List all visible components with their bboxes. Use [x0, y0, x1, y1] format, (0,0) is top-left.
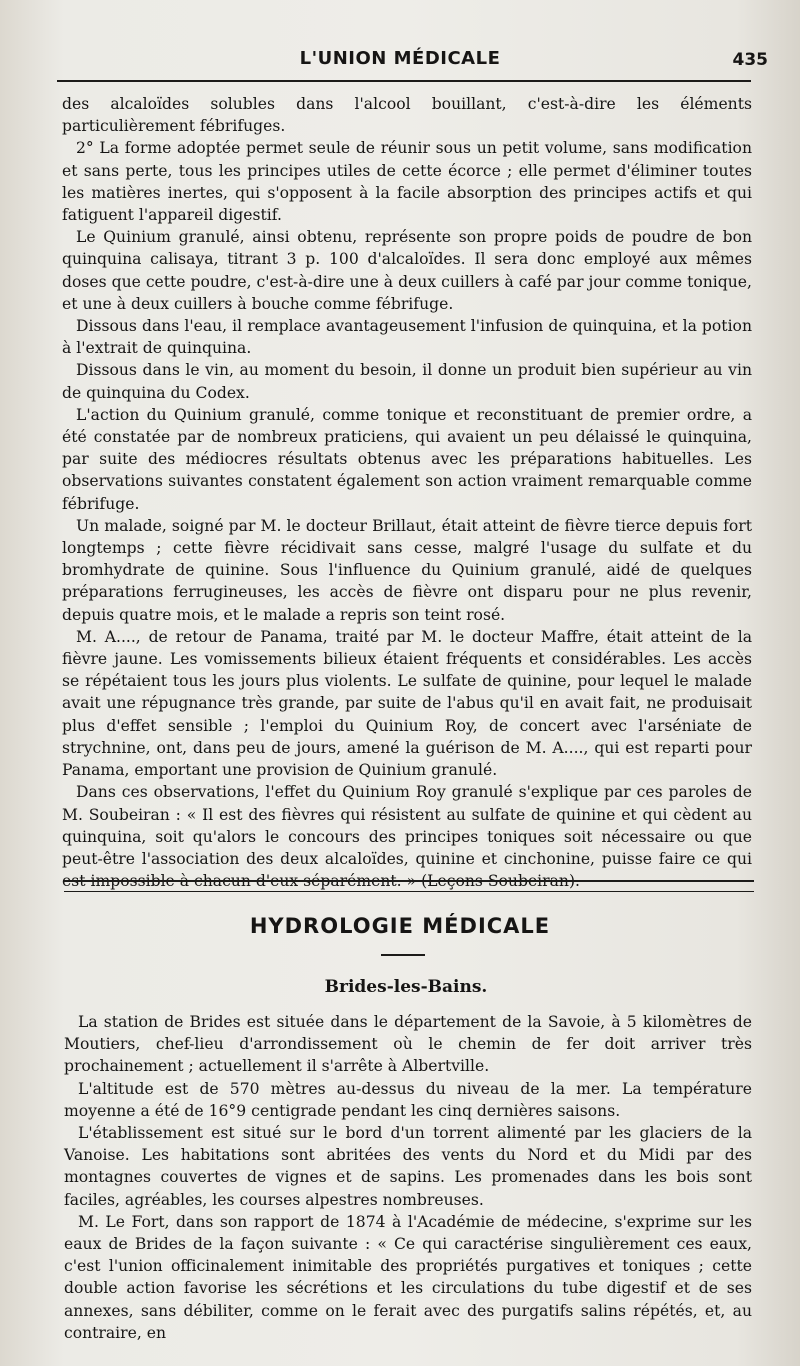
paragraph: M. A...., de retour de Panama, traité par M. le docteur Maffre, était atteint de la fièvre jaune. Les vomissements bilieux étaient fréquents et considérables. Les accès se répétaient tous les jours plus violents. Le sulfate de quinine, pour lequel le malade avait une répugnance très grande, par suite de l'abus qu'il en avait fait, ne produisait plus d'effet sensible ; l'emploi du Quinium Roy, de concert avec l'arséniate de strychnine, ont, dans peu de jours, amené la guérison de M. A...., qui est reparti pour Panama, emportant une provision de Quinium granulé.: [62, 627, 752, 780]
paragraph: L'action du Quinium granulé, comme tonique et reconstituant de premier ordre, a été constatée par de nombreux praticiens, qui avaient un peu délaissé le quinquina, par suite des médiocres résultats obtenus avec les préparations habituelles. Les observations suivantes constatent également son action vraiment remarquable comme fébrifuge.: [62, 405, 752, 513]
paragraph: L'altitude est de 570 mètres au-dessus du niveau de la mer. La température moyenne a été de 16°9 centigrade pendant les cinq dernières saisons.: [64, 1079, 752, 1120]
paragraph: 2° La forme adoptée permet seule de réunir sous un petit volume, sans modification et sans perte, tous les principes utiles de cette écorce ; elle permet d'éliminer toutes les matières inertes, qui s'opposent à la facile absorption des principes actifs et qui fatiguent l'appareil digestif.: [62, 139, 752, 225]
paragraph: La station de Brides est située dans le département de la Savoie, à 5 kilomètres de Moutiers, chef-lieu d'arrondissement où le chemin de fer doit arriver très prochainement ; actuellement il s'arrête à Albertville.: [64, 1013, 752, 1076]
article-quinium-body: [62, 93, 752, 892]
running-header: [0, 48, 800, 78]
article-subtitle: Brides-les-Bains.: [324, 977, 488, 997]
header-rule: [57, 80, 751, 82]
paragraph: M. Le Fort, dans son rapport de 1874 à l'Académie de médecine, s'exprime sur les eaux de Brides de la façon suivante : « Ce qui caractérise singulièrement ces eaux, c'est l'union officinalement inimitable des propriétés purgatives et toniques ; cette double action favorise les sécrétions et les circulations du tube digestif et de ses annexes, sans débiliter, comme on le ferait avec des purgatifs salins répétés, et, au contraire, en: [64, 1212, 752, 1342]
section-separator: [64, 880, 754, 892]
paragraph: Dans ces observations, l'effet du Quinium Roy granulé s'explique par ces paroles de M. Soubeiran : « Il est des fièvres qui résistent au sulfate de quinine et qui cèdent au quinquina, soit qu'alors le concours des principes toniques soit nécessaire ou que peut-être l'association des deux alcaloïdes, quinine et cinchonine, puisse faire ce qui est impossible à chacun d'eux séparément. » (Leçons Soubeiran).: [62, 783, 752, 891]
journal-title: L'UNION MÉDICALE: [299, 48, 501, 69]
heading-underline: [381, 954, 425, 956]
paragraph: L'établissement est situé sur le bord d'un torrent alimenté par les glaciers de la Vanoise. Les habitations sont abritées des vents du Nord et du Midi par des montagnes couvertes de vignes et de sapins. Les promenades dans les bois sont faciles, agréables, les courses alpestres nombreuses.: [64, 1124, 752, 1209]
paragraph: Dissous dans l'eau, il remplace avantageusement l'infusion de quinquina, et la potion à l'extrait de quinquina.: [62, 317, 752, 358]
section-heading: HYDROLOGIE MÉDICALE: [249, 914, 551, 938]
paragraph: Le Quinium granulé, ainsi obtenu, représente son propre poids de poudre de bon quinquina calisaya, titrant 3 p. 100 d'alcaloïdes. Il sera donc employé aux mêmes doses que cette poudre, c'est-à-dire une à deux cuillers à café par jour comme tonique, et une à deux cuillers à bouche comme fébrifuge.: [62, 228, 752, 313]
article-brides-body: [64, 1011, 752, 1344]
paragraph: des alcaloïdes solubles dans l'alcool bouillant, c'est-à-dire les éléments particulièrement fébrifuges.: [62, 95, 752, 136]
page-number: 435: [732, 50, 768, 70]
paragraph: Un malade, soigné par M. le docteur Brillaut, était atteint de fièvre tierce depuis fort longtemps ; cette fièvre récidivait sans cesse, malgré l'usage du sulfate et du bromhydrate de quinine. Sous l'influence du Quinium granulé, aidé de quelques préparations ferrugineuses, les accès de fièvre ont disparu pour ne plus revenir, depuis quatre mois, et le malade a repris son teint rosé.: [62, 516, 752, 624]
paragraph: Dissous dans le vin, au moment du besoin, il donne un produit bien supérieur au vin de quinquina du Codex.: [62, 361, 752, 402]
